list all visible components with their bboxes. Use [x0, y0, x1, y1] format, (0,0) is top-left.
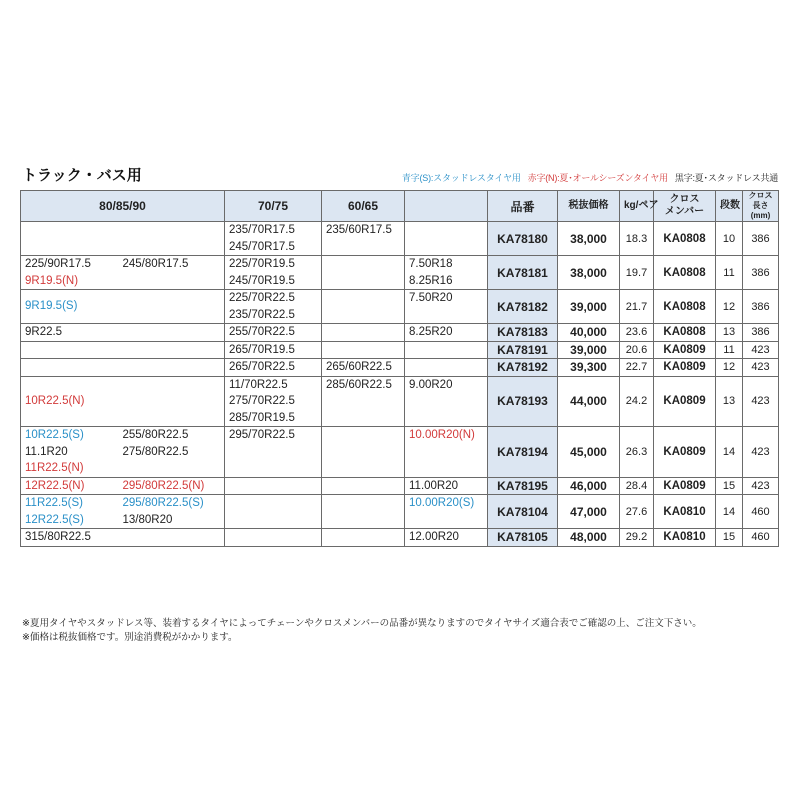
size-60-65-cell	[322, 290, 405, 324]
tire-size: 235/70R17.5	[229, 224, 295, 236]
weight: 20.6	[620, 341, 654, 359]
tire-size: 9R22.5	[25, 326, 63, 338]
tire-size: 11.1R20	[25, 445, 68, 458]
tire-size: 12R22.5(N)	[25, 479, 85, 492]
steps: 13	[716, 324, 743, 342]
cross-length: 460	[743, 529, 779, 547]
size-pair	[25, 273, 220, 290]
tire-size: 295/70R22.5	[229, 429, 295, 441]
price: 44,000	[558, 376, 620, 427]
cross-length: 423	[743, 376, 779, 427]
size-60-65-cell	[322, 427, 405, 478]
size-pair	[25, 529, 220, 546]
tire-size: 11.00R20	[409, 479, 459, 492]
cross-length: 423	[743, 341, 779, 359]
price: 38,000	[558, 256, 620, 290]
tire-size: 315/80R22.5	[25, 531, 91, 543]
product-code: KA78191	[488, 341, 558, 359]
steps: 15	[716, 529, 743, 547]
size-pair	[25, 495, 220, 512]
tire-size	[123, 324, 221, 341]
size-60-65-cell	[322, 376, 405, 427]
tire-size: 12R22.5(S)	[25, 513, 84, 526]
price: 40,000	[558, 324, 620, 342]
tire-size: 10.00R20(S)	[409, 497, 475, 509]
product-code: KA78192	[488, 359, 558, 377]
table-body	[21, 222, 779, 547]
steps: 12	[716, 359, 743, 377]
cross-member: KA0809	[654, 359, 716, 377]
footnotes	[22, 617, 702, 645]
cross-length: 460	[743, 495, 779, 529]
cross-length: 386	[743, 256, 779, 290]
size-pair	[25, 460, 220, 477]
size-70-75-cell	[225, 256, 322, 290]
cross-member: KA0808	[654, 222, 716, 256]
weight: 18.3	[620, 222, 654, 256]
table-row	[21, 477, 779, 495]
size-other-cell	[405, 495, 488, 529]
product-code: KA78182	[488, 290, 558, 324]
table-row	[21, 256, 779, 290]
size-70-75-cell	[225, 376, 322, 427]
size-other-cell	[405, 324, 488, 342]
size-80-85-90-cell	[21, 376, 225, 427]
weight: 27.6	[620, 495, 654, 529]
size-60-65-cell	[322, 495, 405, 529]
size-60-65-cell	[322, 222, 405, 256]
header-70-75: 70/75	[225, 191, 322, 222]
header-price: 税抜価格	[558, 191, 620, 222]
size-other-cell	[405, 256, 488, 290]
steps: 15	[716, 477, 743, 495]
product-code: KA78194	[488, 427, 558, 478]
header-cross: クロス メンバー	[654, 191, 716, 222]
price: 39,300	[558, 359, 620, 377]
weight: 29.2	[620, 529, 654, 547]
size-pair	[25, 324, 220, 341]
tire-size: 245/70R19.5	[229, 274, 295, 287]
size-60-65-cell	[322, 359, 405, 377]
price: 39,000	[558, 341, 620, 359]
weight: 26.3	[620, 427, 654, 478]
size-other-cell	[405, 222, 488, 256]
cross-length: 386	[743, 290, 779, 324]
product-code: KA78195	[488, 477, 558, 495]
tire-size: 225/70R19.5	[229, 258, 295, 270]
size-80-85-90-cell	[21, 222, 225, 256]
tire-size: 235/60R17.5	[326, 224, 392, 236]
cross-member: KA0810	[654, 529, 716, 547]
tire-size: 285/60R22.5	[326, 378, 392, 391]
tire-size: 235/70R22.5	[229, 308, 295, 321]
size-other-cell	[405, 376, 488, 427]
table-row	[21, 495, 779, 529]
tire-size: 9.00R20	[409, 378, 453, 391]
cross-member: KA0808	[654, 256, 716, 290]
tire-size: 225/90R17.5	[25, 258, 91, 270]
size-70-75-cell	[225, 222, 322, 256]
weight: 28.4	[620, 477, 654, 495]
tire-size: 265/70R22.5	[229, 361, 295, 373]
header-other	[405, 191, 488, 222]
size-70-75-cell	[225, 359, 322, 377]
size-60-65-cell	[322, 324, 405, 342]
tire-size: 10R22.5(N)	[25, 395, 85, 407]
size-pair	[25, 444, 220, 461]
tire-size: 245/80R17.5	[122, 258, 189, 270]
table-row	[21, 324, 779, 342]
cross-member: KA0809	[654, 341, 716, 359]
size-80-85-90-cell	[21, 477, 225, 495]
tire-size	[123, 529, 221, 546]
steps: 11	[716, 256, 743, 290]
price: 48,000	[558, 529, 620, 547]
price: 46,000	[558, 477, 620, 495]
product-code: KA78193	[488, 376, 558, 427]
tire-size: 7.50R18	[409, 258, 453, 270]
tire-size: 285/70R19.5	[229, 411, 295, 424]
size-pair	[25, 393, 220, 410]
footnote-2: ※価格は税抜価格です。別途消費税がかかります。	[22, 632, 238, 643]
tire-size: 12.00R20	[409, 531, 459, 543]
table-row	[21, 341, 779, 359]
cross-member: KA0809	[654, 427, 716, 478]
cross-length: 423	[743, 359, 779, 377]
product-code: KA78181	[488, 256, 558, 290]
tire-size: 275/80R22.5	[122, 445, 189, 458]
size-80-85-90-cell	[21, 324, 225, 342]
tire-size: 225/70R22.5	[229, 292, 295, 304]
tire-size: 11R22.5(S)	[25, 497, 83, 509]
cross-member: KA0809	[654, 477, 716, 495]
size-pair	[25, 427, 220, 444]
product-code: KA78104	[488, 495, 558, 529]
weight: 21.7	[620, 290, 654, 324]
tire-size: 8.25R20	[409, 326, 453, 338]
cross-member: KA0810	[654, 495, 716, 529]
cross-length: 423	[743, 427, 779, 478]
size-80-85-90-cell	[21, 427, 225, 478]
page-title: トラック・バス用	[22, 167, 142, 184]
size-pair	[25, 512, 220, 529]
tire-size: 10R22.5(S)	[25, 429, 84, 441]
header-80-85-90: 80/85/90	[21, 191, 225, 222]
size-70-75-cell	[225, 529, 322, 547]
header-code: 品番	[488, 191, 558, 222]
steps: 11	[716, 341, 743, 359]
size-other-cell	[405, 477, 488, 495]
tire-size: 11R22.5(N)	[25, 462, 84, 474]
legend-red: 赤字(N):夏･オールシーズンタイヤ用	[527, 173, 668, 183]
product-code: KA78180	[488, 222, 558, 256]
size-60-65-cell	[322, 256, 405, 290]
legend-black: 黒字:夏･スタッドレス共通	[674, 173, 778, 183]
size-70-75-cell	[225, 495, 322, 529]
size-80-85-90-cell	[21, 256, 225, 290]
cross-member: KA0808	[654, 290, 716, 324]
price: 38,000	[558, 222, 620, 256]
tire-size: 9R19.5(N)	[25, 274, 79, 287]
footnote-1: ※夏用タイヤやスタッドレス等、装着するタイヤによってチェーンやクロスメンバーの品番が異なりますのでタイヤサイズ適合表でご確認の上、ご注文下さい。	[22, 618, 702, 629]
weight: 24.2	[620, 376, 654, 427]
size-80-85-90-cell	[21, 495, 225, 529]
table-row	[21, 529, 779, 547]
header-kg: kg/ペア	[620, 191, 654, 222]
price: 39,000	[558, 290, 620, 324]
size-80-85-90-cell	[21, 290, 225, 324]
chain-fitment-table	[20, 190, 779, 547]
tire-size: 11/70R22.5	[229, 378, 288, 391]
size-other-cell	[405, 341, 488, 359]
color-legend	[402, 171, 778, 184]
size-70-75-cell	[225, 324, 322, 342]
size-other-cell	[405, 359, 488, 377]
size-80-85-90-cell	[21, 529, 225, 547]
cross-length: 423	[743, 477, 779, 495]
size-60-65-cell	[322, 477, 405, 495]
weight: 19.7	[620, 256, 654, 290]
cross-length: 386	[743, 222, 779, 256]
tire-size: 8.25R16	[409, 274, 453, 287]
size-70-75-cell	[225, 341, 322, 359]
tire-size	[123, 273, 221, 290]
size-other-cell	[405, 427, 488, 478]
size-pair	[25, 298, 220, 315]
table-row	[21, 376, 779, 427]
tire-size: 255/70R22.5	[229, 326, 295, 338]
header-60-65: 60/65	[322, 191, 405, 222]
cross-member: KA0809	[654, 376, 716, 427]
table-row	[21, 290, 779, 324]
tire-size: 265/60R22.5	[326, 361, 392, 373]
weight: 22.7	[620, 359, 654, 377]
tire-size: 295/80R22.5(N)	[122, 479, 205, 492]
table-row	[21, 222, 779, 256]
product-code: KA78183	[488, 324, 558, 342]
size-80-85-90-cell	[21, 359, 225, 377]
tire-size	[123, 393, 221, 410]
tire-size	[123, 298, 221, 315]
table-header-row	[21, 191, 779, 222]
size-pair	[25, 478, 220, 495]
tire-size: 265/70R19.5	[229, 343, 295, 356]
cross-member: KA0808	[654, 324, 716, 342]
size-70-75-cell	[225, 477, 322, 495]
tire-size: 255/80R22.5	[122, 429, 189, 441]
steps: 14	[716, 495, 743, 529]
weight: 23.6	[620, 324, 654, 342]
legend-blue: 青字(S):スタッドレスタイヤ用	[401, 173, 521, 183]
steps: 14	[716, 427, 743, 478]
tire-size: 295/80R22.5(S)	[122, 497, 204, 509]
size-other-cell	[405, 529, 488, 547]
size-pair	[25, 256, 220, 273]
size-60-65-cell	[322, 529, 405, 547]
steps: 13	[716, 376, 743, 427]
size-70-75-cell	[225, 290, 322, 324]
table-row	[21, 427, 779, 478]
tire-size: 13/80R20	[122, 513, 173, 526]
product-code: KA78105	[488, 529, 558, 547]
tire-size	[123, 460, 221, 477]
tire-size: 7.50R20	[409, 292, 453, 304]
price: 45,000	[558, 427, 620, 478]
price: 47,000	[558, 495, 620, 529]
size-70-75-cell	[225, 427, 322, 478]
header-steps: 段数	[716, 191, 743, 222]
tire-size: 275/70R22.5	[229, 395, 295, 407]
size-other-cell	[405, 290, 488, 324]
header-length: クロス長さ (mm)	[743, 191, 779, 222]
size-60-65-cell	[322, 341, 405, 359]
steps: 12	[716, 290, 743, 324]
tire-size: 10.00R20(N)	[409, 429, 475, 441]
cross-length: 386	[743, 324, 779, 342]
tire-size: 9R19.5(S)	[25, 300, 78, 313]
tire-size: 245/70R17.5	[229, 240, 295, 253]
table-row	[21, 359, 779, 377]
steps: 10	[716, 222, 743, 256]
size-80-85-90-cell	[21, 341, 225, 359]
